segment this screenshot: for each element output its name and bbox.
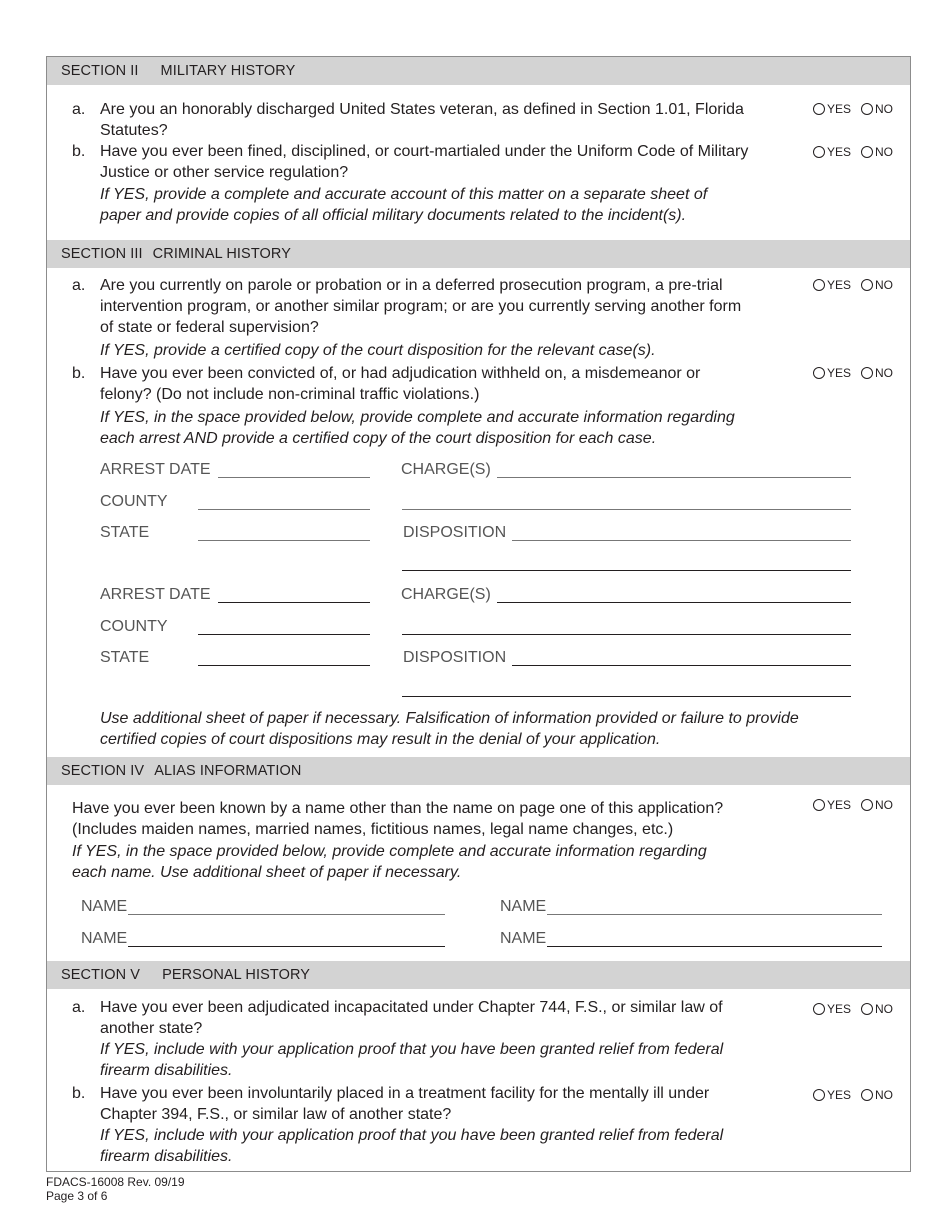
section-title: MILITARY HISTORY xyxy=(160,63,296,79)
arrest-date-field-2[interactable] xyxy=(218,602,370,603)
question-letter: a. xyxy=(72,101,86,118)
yes-radio[interactable] xyxy=(813,367,825,379)
personal-question-b-line2: Chapter 394, F.S., or similar law of another state? xyxy=(100,1106,452,1123)
military-question-a-line2: Statutes? xyxy=(100,122,168,139)
no-label: NO xyxy=(875,798,894,812)
section-number: SECTION II xyxy=(61,63,139,79)
section-number: SECTION IV xyxy=(61,763,145,779)
alias-question-line2: (Includes maiden names, married names, fictitious names, legal name changes, etc.) xyxy=(72,821,674,838)
criminal-question-a-line1: Are you currently on parole or probation or in a deferred prosecution program, a pre-trial xyxy=(100,277,723,294)
county-label: COUNTY xyxy=(100,493,168,510)
no-label: NO xyxy=(875,102,894,116)
criminal-question-b-instruction-line2: each arrest AND provide a certified copy of the court disposition for each case. xyxy=(100,430,657,447)
yes-label: YES xyxy=(827,1088,852,1102)
no-radio[interactable] xyxy=(861,799,873,811)
question-letter: a. xyxy=(72,277,86,294)
criminal-question-a-line2: intervention program, or another similar program; or are you currently serving another form xyxy=(100,298,742,315)
charges-field-2[interactable] xyxy=(497,602,851,603)
section-header-military-history xyxy=(47,57,910,85)
no-label: NO xyxy=(875,278,894,292)
state-field-1[interactable] xyxy=(198,540,370,541)
criminal-question-b-instruction-line1: If YES, in the space provided below, provide complete and accurate information regarding xyxy=(100,409,735,426)
alias-name-field-1[interactable] xyxy=(128,914,445,915)
yes-radio[interactable] xyxy=(813,146,825,158)
yes-radio[interactable] xyxy=(813,799,825,811)
personal-question-b-instruction-line2: firearm disabilities. xyxy=(100,1148,233,1165)
personal-question-b-instruction-line1: If YES, include with your application proof that you have been granted relief from federal xyxy=(100,1127,724,1144)
question-letter: a. xyxy=(72,999,86,1016)
military-question-b-instruction-line2: paper and provide copies of all official military documents related to the incident(s). xyxy=(100,207,687,224)
page-number: Page 3 of 6 xyxy=(46,1189,108,1203)
section-title: CRIMINAL HISTORY xyxy=(152,246,291,262)
military-question-a-line1: Are you an honorably discharged United States veteran, as defined in Section 1.01, Florida xyxy=(100,101,744,118)
alias-name-field-2[interactable] xyxy=(547,914,882,915)
criminal-closing-note-line1: Use additional sheet of paper if necessary. Falsification of information provided or failure to provide xyxy=(100,710,799,727)
personal-question-a-instruction-line2: firearm disabilities. xyxy=(100,1062,233,1079)
criminal-question-b-line2: felony? (Do not include non-criminal traffic violations.) xyxy=(100,386,480,403)
no-label: NO xyxy=(875,1002,894,1016)
yes-radio[interactable] xyxy=(813,279,825,291)
name-label: NAME xyxy=(81,898,128,915)
alias-question-line1: Have you ever been known by a name other than the name on page one of this application? xyxy=(72,800,724,817)
disposition-field-2-continued[interactable] xyxy=(402,696,851,697)
personal-question-b-options xyxy=(813,1085,893,1105)
criminal-question-b-options xyxy=(813,363,893,383)
disposition-field-1-continued[interactable] xyxy=(402,570,851,571)
no-label: NO xyxy=(875,1088,894,1102)
alias-instruction-line2: each name. Use additional sheet of paper if necessary. xyxy=(72,864,462,881)
county-label: COUNTY xyxy=(100,618,168,635)
charges-field-1[interactable] xyxy=(497,477,851,478)
personal-question-a-options xyxy=(813,999,893,1019)
application-form-page xyxy=(46,56,911,1172)
section-title: ALIAS INFORMATION xyxy=(154,763,302,779)
yes-label: YES xyxy=(827,145,852,159)
section-header-alias-information xyxy=(47,757,910,785)
no-radio[interactable] xyxy=(861,146,873,158)
criminal-question-a-line3: of state or federal supervision? xyxy=(100,319,319,336)
military-question-b-instruction-line1: If YES, provide a complete and accurate account of this matter on a separate sheet of xyxy=(100,186,708,203)
charges-label: CHARGE(S) xyxy=(401,461,491,478)
county-field-1[interactable] xyxy=(198,509,370,510)
personal-question-a-instruction-line1: If YES, include with your application proof that you have been granted relief from federal xyxy=(100,1041,724,1058)
no-radio[interactable] xyxy=(861,279,873,291)
yes-radio[interactable] xyxy=(813,1089,825,1101)
yes-label: YES xyxy=(827,278,852,292)
criminal-question-a-instruction: If YES, provide a certified copy of the court disposition for the relevant case(s). xyxy=(100,342,656,359)
alias-name-field-3[interactable] xyxy=(128,946,445,947)
no-radio[interactable] xyxy=(861,367,873,379)
yes-label: YES xyxy=(827,1002,852,1016)
question-letter: b. xyxy=(72,1085,86,1102)
yes-radio[interactable] xyxy=(813,103,825,115)
charges-field-1-continued[interactable] xyxy=(402,509,851,510)
form-id: FDACS-16008 Rev. 09/19 xyxy=(46,1175,185,1189)
no-label: NO xyxy=(875,366,894,380)
name-label: NAME xyxy=(500,930,547,947)
yes-label: YES xyxy=(827,798,852,812)
disposition-label: DISPOSITION xyxy=(403,524,507,541)
personal-question-a-line1: Have you ever been adjudicated incapacitated under Chapter 744, F.S., or similar law of xyxy=(100,999,723,1016)
section-number: SECTION III xyxy=(61,246,143,262)
name-label: NAME xyxy=(81,930,128,947)
county-field-2[interactable] xyxy=(198,634,370,635)
section-number: SECTION V xyxy=(61,967,141,983)
no-radio[interactable] xyxy=(861,103,873,115)
arrest-date-field-1[interactable] xyxy=(218,477,370,478)
military-question-b-options xyxy=(813,142,893,162)
alias-instruction-line1: If YES, in the space provided below, provide complete and accurate information regarding xyxy=(72,843,707,860)
yes-radio[interactable] xyxy=(813,1003,825,1015)
yes-label: YES xyxy=(827,102,852,116)
question-letter: b. xyxy=(72,365,86,382)
criminal-closing-note-line2: certified copies of court dispositions may result in the denial of your application. xyxy=(100,731,661,748)
state-field-2[interactable] xyxy=(198,665,370,666)
criminal-question-b-line1: Have you ever been convicted of, or had adjudication withheld on, a misdemeanor or xyxy=(100,365,701,382)
personal-question-b-line1: Have you ever been involuntarily placed in a treatment facility for the mentally ill under xyxy=(100,1085,710,1102)
no-label: NO xyxy=(875,145,894,159)
no-radio[interactable] xyxy=(861,1089,873,1101)
alias-name-field-4[interactable] xyxy=(547,946,882,947)
arrest-date-label: ARREST DATE xyxy=(100,586,211,603)
charges-label: CHARGE(S) xyxy=(401,586,491,603)
name-label: NAME xyxy=(500,898,547,915)
question-letter: b. xyxy=(72,143,86,160)
military-question-a-options xyxy=(813,99,893,119)
disposition-field-2[interactable] xyxy=(512,665,851,666)
section-header-personal-history xyxy=(47,961,910,989)
section-title: PERSONAL HISTORY xyxy=(162,967,311,983)
charges-field-2-continued[interactable] xyxy=(402,634,851,635)
disposition-field-1[interactable] xyxy=(512,540,851,541)
disposition-label: DISPOSITION xyxy=(403,649,507,666)
section-header-criminal-history xyxy=(47,240,910,268)
military-question-b-line1: Have you ever been fined, disciplined, or court-martialed under the Uniform Code of Military xyxy=(100,143,749,160)
alias-question-options xyxy=(813,795,893,815)
state-label: STATE xyxy=(100,649,150,666)
military-question-b-line2: Justice or other service regulation? xyxy=(100,164,349,181)
no-radio[interactable] xyxy=(861,1003,873,1015)
arrest-date-label: ARREST DATE xyxy=(100,461,211,478)
state-label: STATE xyxy=(100,524,150,541)
personal-question-a-line2: another state? xyxy=(100,1020,203,1037)
yes-label: YES xyxy=(827,366,852,380)
criminal-question-a-options xyxy=(813,275,893,295)
